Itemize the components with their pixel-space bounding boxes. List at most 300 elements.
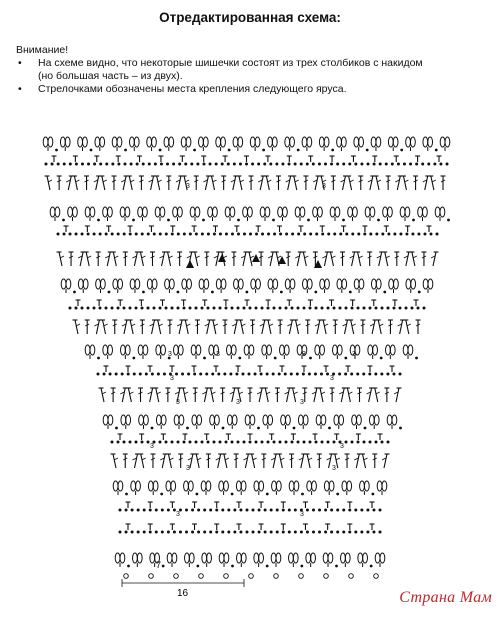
chart-row <box>119 524 382 534</box>
chain-stitch <box>312 531 315 534</box>
bobble-stitch-right <box>267 345 272 355</box>
chain-stitch <box>155 531 158 534</box>
bobble-stitch-right <box>342 279 347 289</box>
bobble-stitch-right <box>303 415 308 425</box>
chain-stitch <box>167 531 170 534</box>
bobble-stitch-left <box>423 137 428 147</box>
bobble-stitch-left <box>166 481 171 491</box>
note-item-2: • Стрелочками обозначены места крепления следующего яруса. <box>16 83 486 96</box>
chart-row <box>69 300 426 310</box>
chain-stitch <box>97 373 100 376</box>
double-crochet-stitch <box>239 176 242 190</box>
bobble-stitch-left <box>281 415 286 425</box>
bobble-stitch-right <box>380 553 385 563</box>
chain-stitch <box>99 233 102 236</box>
chain-stitch <box>261 441 264 444</box>
chain-stitch <box>131 531 134 534</box>
double-crochet-stitch <box>265 388 268 402</box>
bobble-stitch-left <box>150 553 155 563</box>
bobble-stitch-right <box>204 279 209 289</box>
chain-stitch <box>45 163 48 166</box>
bobble-stitch-right <box>125 345 130 355</box>
chain-stitch <box>151 427 154 430</box>
double-crochet-stitch <box>268 320 271 334</box>
chain-stitch <box>69 307 72 310</box>
double-crochet-stitch <box>234 320 237 334</box>
bobble-stitch-left <box>371 279 376 289</box>
stitch-count-label: 3 <box>330 375 334 382</box>
bobble-stitch-right <box>117 137 122 147</box>
chain-stitch <box>375 441 378 444</box>
chain-stitch <box>272 373 275 376</box>
bobble-stitch-right <box>393 137 398 147</box>
double-crochet-stitch <box>96 320 99 334</box>
chain-stitch <box>193 149 196 152</box>
note-item-1 <box>16 57 486 83</box>
bobble-stitch-right <box>230 207 235 217</box>
double-crochet-stitch <box>315 176 318 190</box>
attachment-arrow <box>186 260 194 268</box>
bobble-stitch-right <box>189 553 194 563</box>
bobble-stitch-right <box>55 207 60 217</box>
chain-stitch <box>219 307 222 310</box>
double-crochet-stitch <box>262 320 265 334</box>
chain-stitch <box>177 307 180 310</box>
chain-stitch <box>87 163 90 166</box>
bobble-stitch-right <box>100 137 105 147</box>
chain-stitch <box>211 373 214 376</box>
bobble-stitch-left <box>103 207 108 217</box>
chain-stitch <box>213 233 216 236</box>
bobble-stitch-left <box>285 137 290 147</box>
bobble-stitch-right <box>83 279 88 289</box>
chain-stitch <box>93 233 96 236</box>
chain-stitch <box>249 307 252 310</box>
chain-stitch <box>147 233 150 236</box>
chain-stitch <box>202 219 205 222</box>
double-crochet-stitch <box>431 176 434 190</box>
chain-stitch <box>354 163 357 166</box>
double-crochet-stitch <box>324 252 327 266</box>
chain-stitch <box>184 163 187 166</box>
bobble-stitch-right <box>307 279 312 289</box>
bobble-stitch-left <box>280 345 285 355</box>
chain-stitch <box>415 163 418 166</box>
bobble-stitch-left <box>190 207 195 217</box>
chain-stitch <box>351 441 354 444</box>
bobble-stitch-right <box>48 137 53 147</box>
bobble-stitch-left <box>365 207 370 217</box>
bobble-stitch-right <box>341 137 346 147</box>
chain-stitch <box>327 233 330 236</box>
chain-stitch <box>219 441 222 444</box>
bobble-stitch-right <box>241 553 246 563</box>
chain-stitch <box>309 441 312 444</box>
double-crochet-stitch <box>134 454 137 468</box>
bobble-stitch-left <box>219 481 224 491</box>
notes-list <box>16 57 486 96</box>
stitch-count-label: 3 <box>186 465 190 472</box>
chain-stitch <box>243 307 246 310</box>
bobble-stitch-left <box>388 137 393 147</box>
chain-stitch <box>105 233 108 236</box>
bobble-stitch-right <box>160 207 165 217</box>
bobble-stitch-right <box>268 415 273 425</box>
chain-stitch <box>290 373 293 376</box>
double-crochet-stitch <box>240 320 243 334</box>
chain-stitch <box>366 509 369 512</box>
bobble-stitch-left <box>131 481 136 491</box>
chain-stitch <box>354 509 357 512</box>
bobble-stitch-right <box>256 279 261 289</box>
bobble-stitch-right <box>376 137 381 147</box>
chain-stitch <box>231 441 234 444</box>
double-crochet-stitch <box>243 252 246 266</box>
chain-stitch <box>189 307 192 310</box>
bobble-stitch-left <box>354 137 359 147</box>
chain-stitch <box>201 441 204 444</box>
chain-stitch <box>360 163 363 166</box>
bobble-stitch-left <box>236 481 241 491</box>
chain-stitch <box>229 373 232 376</box>
chain-stitch <box>267 233 270 236</box>
chain-stitch <box>57 163 60 166</box>
bobble-stitch-left <box>191 345 196 355</box>
chain-stitch <box>379 531 382 534</box>
chain-stitch <box>335 565 338 568</box>
chain-stitch <box>296 373 299 376</box>
bobble-stitch-right <box>135 279 140 289</box>
chain-stitch <box>276 509 279 512</box>
double-crochet-stitch <box>213 320 216 334</box>
bobble-stitch-right <box>108 345 113 355</box>
bobble-stitch-right <box>339 415 344 425</box>
bobble-stitch-right <box>273 279 278 289</box>
chain-stitch <box>183 307 186 310</box>
bobble-stitch-right <box>120 553 125 563</box>
bobble-stitch-right <box>290 137 295 147</box>
stitch-count-label: 3 <box>302 351 306 358</box>
chain-stitch <box>62 219 65 222</box>
chain-stitch <box>374 373 377 376</box>
chain-stitch <box>369 233 372 236</box>
bobble-stitch-right <box>300 207 305 217</box>
attachment-arrow <box>252 254 260 262</box>
double-crochet-stitch <box>294 176 297 190</box>
chain-stitch <box>129 233 132 236</box>
chain-stitch <box>187 373 190 376</box>
chain-stitch <box>196 163 199 166</box>
chain-stitch <box>306 531 309 534</box>
bobble-stitch-left <box>121 345 126 355</box>
chain-stitch <box>123 307 126 310</box>
bobble-stitch-left <box>130 279 135 289</box>
double-crochet-stitch <box>270 252 273 266</box>
chain-stitch <box>262 149 265 152</box>
chain-stitch <box>227 531 230 534</box>
bobble-stitch-right <box>73 207 78 217</box>
double-crochet-stitch <box>307 454 310 468</box>
chain-stitch <box>183 441 186 444</box>
bobble-stitch-right <box>126 415 131 425</box>
bobble-stitch-right <box>179 415 184 425</box>
chain-stitch <box>161 509 164 512</box>
bobble-stitch-left <box>164 137 169 147</box>
bobble-stitch-right <box>65 137 70 147</box>
bobble-stitch-right <box>255 137 260 147</box>
bobble-stitch-right <box>231 345 236 355</box>
chart-row <box>119 502 382 512</box>
double-crochet-stitch <box>433 252 436 266</box>
chain-stitch <box>245 163 248 166</box>
bobble-stitch-left <box>216 137 221 147</box>
chain-stitch <box>231 565 234 568</box>
chain-stitch <box>133 373 136 376</box>
chain-stitch <box>303 233 306 236</box>
ring-stitch <box>149 574 154 579</box>
chain-stitch <box>177 291 180 294</box>
bobble-stitch-right <box>224 553 229 563</box>
chain-stitch <box>447 219 450 222</box>
chain-stitch <box>297 307 300 310</box>
chain-stitch <box>270 531 273 534</box>
chain-stitch <box>300 163 303 166</box>
chain-stitch <box>237 219 240 222</box>
bobble-stitch-left <box>295 207 300 217</box>
double-crochet-stitch <box>130 320 133 334</box>
chain-stitch <box>433 163 436 166</box>
chain-stitch <box>161 531 164 534</box>
chain-stitch <box>207 233 210 236</box>
chain-stitch <box>191 531 194 534</box>
chain-stitch <box>145 373 148 376</box>
chain-stitch <box>372 531 375 534</box>
chain-stitch <box>153 307 156 310</box>
chain-stitch <box>391 163 394 166</box>
chain-stitch <box>166 163 169 166</box>
chain-stitch <box>370 565 373 568</box>
chain-stitch <box>270 509 273 512</box>
bobble-stitch-right <box>359 137 364 147</box>
chain-stitch <box>191 509 194 512</box>
note-item-1-line-1: На схеме видно, что некоторые шишечки состоят из трех столбиков с накидом <box>38 57 423 69</box>
bobble-stitch-left <box>210 415 215 425</box>
chain-stitch <box>285 441 288 444</box>
chain-stitch <box>418 291 421 294</box>
bobble-stitch-left <box>250 137 255 147</box>
chain-stitch <box>228 149 231 152</box>
double-crochet-stitch <box>96 176 99 190</box>
chain-count-label: 7 <box>156 560 162 570</box>
bobble-stitch-left <box>330 207 335 217</box>
chain-stitch <box>284 373 287 376</box>
bobble-stitch-right <box>118 279 123 289</box>
chain-stitch <box>203 357 206 360</box>
double-crochet-stitch <box>80 252 83 266</box>
chain-stitch <box>222 427 225 430</box>
chain-stitch <box>272 219 275 222</box>
double-crochet-stitch <box>113 252 116 266</box>
double-crochet-stitch <box>150 388 153 402</box>
double-crochet-stitch <box>349 176 352 190</box>
chain-stitch <box>336 493 339 496</box>
bobble-stitch-right <box>144 415 149 425</box>
double-crochet-stitch <box>342 176 345 190</box>
bobble-stitch-right <box>178 345 183 355</box>
chain-stitch <box>117 441 120 444</box>
bobble-stitch-right <box>325 279 330 289</box>
chain-stitch <box>117 307 120 310</box>
bobble-stitch-left <box>155 207 160 217</box>
chain-stitch <box>141 441 144 444</box>
bobble-stitch-right <box>312 481 317 491</box>
bobble-stitch-left <box>130 137 135 147</box>
bobble-stitch-left <box>227 345 232 355</box>
bobble-stitch-right <box>373 345 378 355</box>
chart-row <box>85 345 418 359</box>
chain-stitch <box>123 233 126 236</box>
bobble-stitch-left <box>173 207 178 217</box>
chain-stitch <box>119 531 122 534</box>
chain-stitch <box>318 163 321 166</box>
double-crochet-stitch <box>168 252 171 266</box>
stitch-count-label: 3 <box>176 399 180 406</box>
chain-stitch <box>338 373 341 376</box>
bobble-stitch-left <box>285 279 290 289</box>
bobble-stitch-left <box>61 279 66 289</box>
chain-stitch <box>383 291 386 294</box>
chain-stitch <box>252 531 255 534</box>
double-crochet-stitch <box>128 388 131 402</box>
double-crochet-stitch <box>412 252 415 266</box>
double-crochet-stitch <box>378 320 381 334</box>
chain-stitch <box>87 307 90 310</box>
chain-stitch <box>167 509 170 512</box>
chain-stitch <box>93 163 96 166</box>
bobble-stitch-right <box>213 207 218 217</box>
bobble-stitch-right <box>337 345 342 355</box>
bobble-stitch-right <box>390 345 395 355</box>
chain-stitch <box>326 373 329 376</box>
chain-stitch <box>362 373 365 376</box>
double-crochet-stitch <box>289 320 292 334</box>
chain-stitch <box>333 441 336 444</box>
chain-stitch <box>209 509 212 512</box>
chain-stitch <box>179 531 182 534</box>
double-crochet-stitch <box>207 320 210 334</box>
chain-stitch <box>368 373 371 376</box>
chain-stitch <box>336 531 339 534</box>
bobble-stitch-left <box>302 137 307 147</box>
chain-stitch <box>189 233 192 236</box>
chain-stitch <box>239 163 242 166</box>
double-crochet-stitch <box>344 320 347 334</box>
double-crochet-stitch <box>211 388 214 402</box>
chain-stitch <box>366 149 369 152</box>
chain-stitch <box>300 565 303 568</box>
chain-stitch <box>143 531 146 534</box>
chain-stitch <box>63 233 66 236</box>
bobble-stitch-left <box>199 137 204 147</box>
bobble-stitch-left <box>289 553 294 563</box>
chain-stitch <box>125 493 128 496</box>
chain-stitch <box>221 509 224 512</box>
chain-stitch <box>121 373 124 376</box>
chain-stitch <box>93 307 96 310</box>
chain-stitch <box>139 373 142 376</box>
double-crochet-stitch <box>140 252 143 266</box>
bobble-stitch-right <box>66 279 71 289</box>
bobble-stitch-left <box>121 415 126 425</box>
repeat-count-label: 16 <box>177 588 189 599</box>
double-crochet-stitch <box>195 252 198 266</box>
chain-stitch <box>279 307 282 310</box>
double-crochet-stitch <box>266 176 269 190</box>
chain-stitch <box>105 163 108 166</box>
chain-stitch <box>125 531 128 534</box>
bobble-stitch-left <box>243 207 248 217</box>
chain-stitch <box>223 373 226 376</box>
chain-stitch <box>231 307 234 310</box>
double-crochet-stitch <box>152 320 155 334</box>
bobble-stitch-right <box>440 207 445 217</box>
chain-stitch <box>345 441 348 444</box>
bobble-stitch-left <box>352 415 357 425</box>
chart-row <box>97 366 402 376</box>
double-crochet-stitch <box>341 388 344 402</box>
chain-stitch <box>427 163 430 166</box>
bobble-stitch-right <box>83 137 88 147</box>
chain-stitch <box>141 233 144 236</box>
chain-stitch <box>252 509 255 512</box>
bobble-stitch-right <box>318 207 323 217</box>
chain-stitch <box>137 531 140 534</box>
chain-stitch <box>260 373 263 376</box>
chain-stitch <box>209 531 212 534</box>
chain-stitch <box>243 233 246 236</box>
bobble-stitch-right <box>137 553 142 563</box>
bobble-stitch-left <box>113 481 118 491</box>
chain-stitch <box>380 357 383 360</box>
chain-stitch <box>73 291 76 294</box>
double-crochet-stitch <box>400 320 403 334</box>
chain-stitch <box>111 163 114 166</box>
double-crochet-stitch <box>303 252 306 266</box>
chain-stitch <box>245 531 248 534</box>
chain-stitch <box>293 427 296 430</box>
chart-row <box>50 207 450 221</box>
chain-stitch <box>308 373 311 376</box>
chain-stitch <box>276 531 279 534</box>
chain-stitch <box>231 233 234 236</box>
chain-stitch <box>264 509 267 512</box>
double-crochet-stitch <box>351 320 354 334</box>
chain-stitch <box>278 373 281 376</box>
bobble-stitch-right <box>363 553 368 563</box>
double-crochet-stitch <box>196 454 199 468</box>
chain-stitch <box>439 163 442 166</box>
chain-stitch <box>239 531 242 534</box>
chain-stitch <box>209 163 212 166</box>
chain-stitch <box>321 441 324 444</box>
bobble-stitch-left <box>138 345 143 355</box>
double-crochet-stitch <box>232 388 235 402</box>
chain-stitch <box>369 307 372 310</box>
chain-stitch <box>165 233 168 236</box>
bobble-stitch-left <box>103 345 108 355</box>
bobble-stitch-left <box>219 553 224 563</box>
bobble-stitch-right <box>321 415 326 425</box>
